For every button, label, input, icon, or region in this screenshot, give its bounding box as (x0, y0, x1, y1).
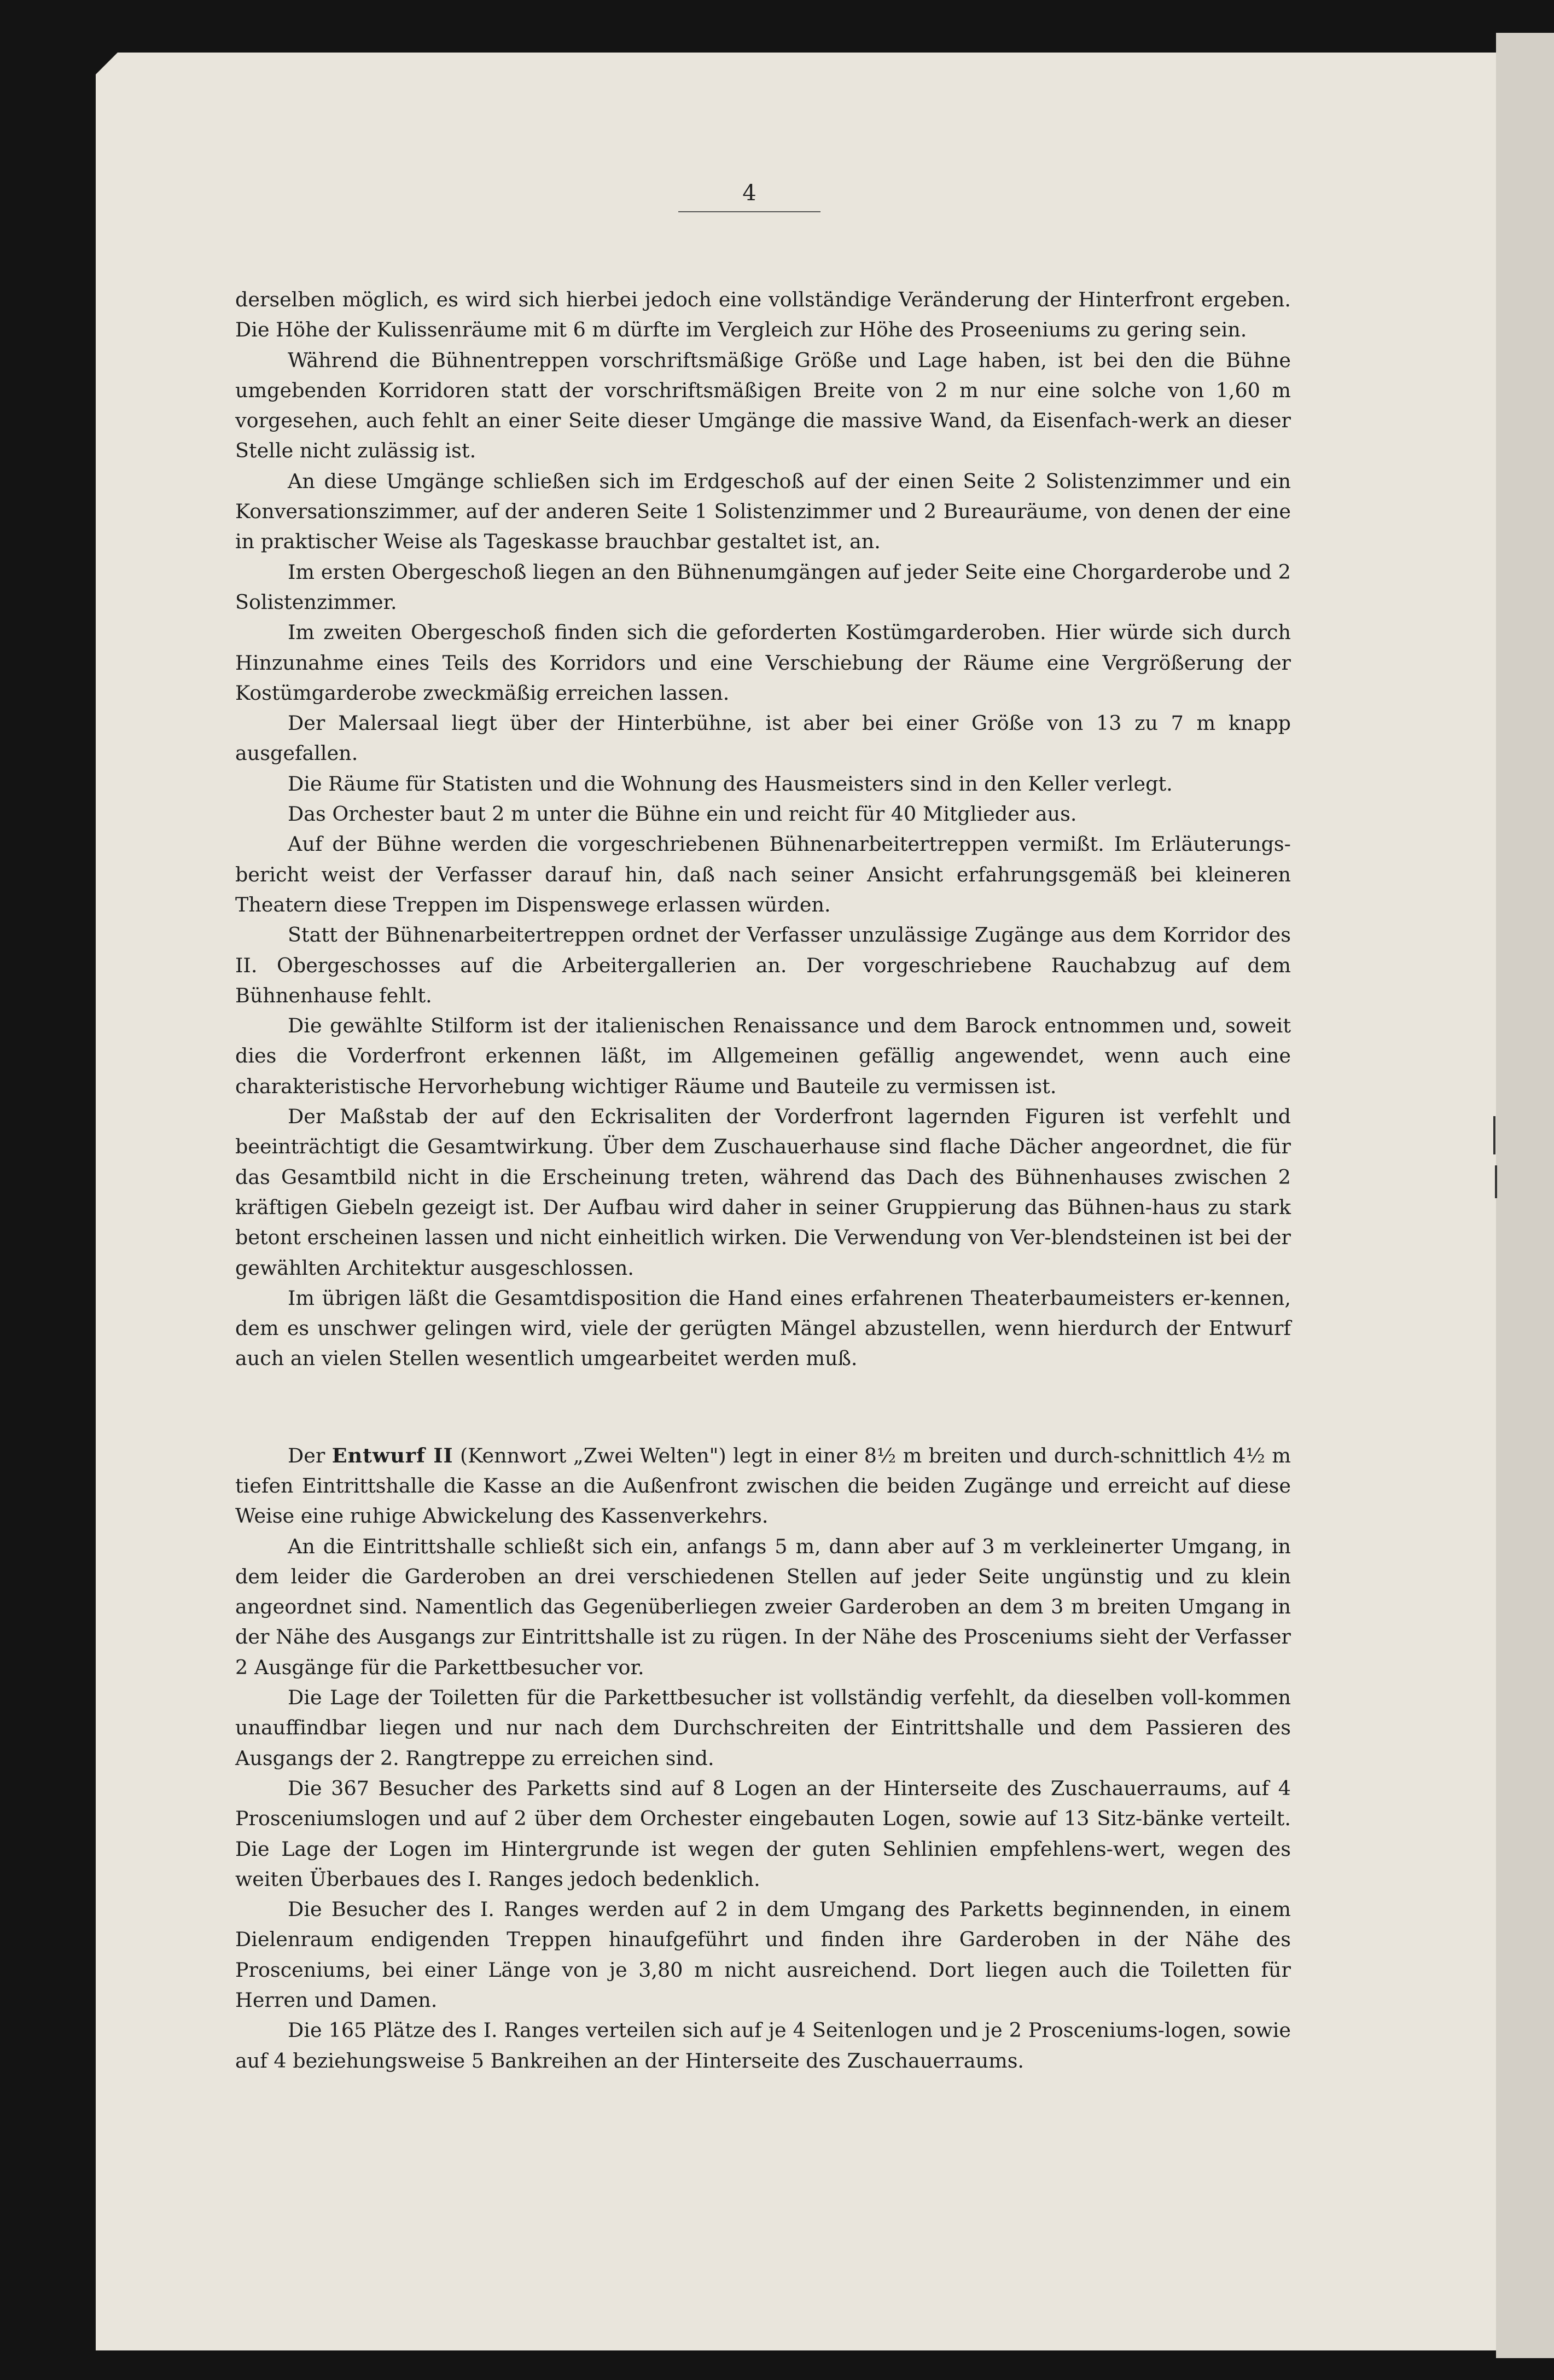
page-number: 4 (678, 181, 820, 212)
body-text (235, 285, 1291, 2076)
paragraph-11: Die gewählte Stilform ist der italienischen Renaissance und dem Barock entnommen und, soweit dies die Vorderfront erkennen läßt, im Allgemeinen gefällig angewendet, wenn auch eine charakteristische Hervorhebung wichtiger Räume und Bauteile zu vermissen ist. (235, 1014, 1291, 1098)
section-gap (235, 1374, 1291, 1441)
paragraph-4: Im ersten Obergeschoß liegen an den Bühnenumgängen auf jeder Seite eine Chorgarderobe und 2 Solistenzimmer. (235, 560, 1291, 614)
paragraph-2: Während die Bühnentreppen vorschriftsmäßige Größe und Lage haben, ist bei den die Bühne umgebenden Korridoren statt der vorschriftsmäßigen Breite von 2 m nur eine solche von 1,60 m vorgesehen, auch fehlt an einer Seite dieser Umgänge die massive Wand, da Eisenfach-werk an dieser Stelle nicht zulässig ist. (235, 348, 1291, 463)
paragraph-5: Im zweiten Obergeschoß finden sich die geforderten Kostümgarderoben. Hier würde sich durch Hinzunahme eines Teils des Korridors und eine Verschiebung der Räume eine Vergrößerung der Kostümgarderobe zweckmäßig erreichen lassen. (235, 620, 1291, 705)
paragraph-3: An diese Umgänge schließen sich im Erdgeschoß auf der einen Seite 2 Solistenzimmer und ein Konversationszimmer, auf der anderen Seite 1 Solistenzimmer und 2 Bureauräume, von denen der eine in praktischer Weise als Tageskasse brauchbar gestaltet ist, an. (235, 469, 1291, 554)
paragraph-9: Auf der Bühne werden die vorgeschriebenen Bühnenarbeitertreppen vermißt. Im Erläuterungs-bericht weist der Verfasser darauf hin, daß nach seiner Ansicht erfahrungsgemäß bei kleineren Theatern diese Treppen im Dispenswege erlassen würden. (235, 832, 1291, 916)
margin-mark (1493, 1116, 1495, 1154)
entwurf-text: (Kennwort „Zwei Welten") legt in einer 8½ m breiten und durch-schnittlich 4½ m tiefen Eintrittshalle die Kasse an die Außenfront zwischen die beiden Zugänge und erreicht auf diese Weise eine ruhige Abwickelung des Kassenverkehrs. (235, 1443, 1291, 1528)
paragraph-18: Die Besucher des I. Ranges werden auf 2 in dem Umgang des Parketts beginnenden, in einem Dielenraum endigenden Treppen hinaufgeführt und finden ihre Garderoben in der Nähe des Prosceniums, bei einer Länge von je 3,80 m nicht ausreichend. Dort liegen auch die Toiletten für Herren und Damen. (235, 1897, 1291, 2012)
paragraph-1: derselben möglich, es wird sich hierbei jedoch eine vollständige Veränderung der Hinterfront ergeben. Die Höhe der Kulissenräume mit 6 m dürfte im Vergleich zur Höhe des Proseeniums zu gering sein. (235, 288, 1291, 342)
paragraph-7: Die Räume für Statisten und die Wohnung des Hausmeisters sind in den Keller verlegt. (288, 771, 1173, 796)
entwurf-paragraph (235, 1441, 1291, 1531)
paragraph-10: Statt der Bühnenarbeitertreppen ordnet der Verfasser unzulässige Zugänge aus dem Korridor des II. Obergeschosses auf die Arbeitergallerien an. Der vorgeschriebene Rauchabzug auf dem Bühnenhause fehlt. (235, 923, 1291, 1007)
paragraph-16: Die Lage der Toiletten für die Parkettbesucher ist vollständig verfehlt, da dieselben voll-kommen unauffindbar liegen und nur nach dem Durchschreiten der Eintrittshalle und dem Passieren des Ausgangs der 2. Rangtreppe zu erreichen sind. (235, 1686, 1291, 1770)
paragraph-15: An die Eintrittshalle schließt sich ein, anfangs 5 m, dann aber auf 3 m verkleinerter Umgang, in dem leider die Garderoben an drei verschiedenen Stellen auf jeder Seite ungünstig und zu klein angeordnet sind. Namentlich das Gegenüberliegen zweier Garderoben an dem 3 m breiten Umgang in der Nähe des Ausgangs zur Eintrittshalle ist zu rügen. In der Nähe des Prosceniums sieht der Verfasser 2 Ausgänge für die Parkettbesucher vor. (235, 1534, 1291, 1679)
paragraph-17: Die 367 Besucher des Parketts sind auf 8 Logen an der Hinterseite des Zuschauerraums, auf 4 Prosceniumslogen und auf 2 über dem Orchester eingebauten Logen, sowie auf 13 Sitz-bänke verteilt. Die Lage der Logen im Hintergrunde ist wegen der guten Sehlinien empfehlens-wert, wegen des weiten Überbaues des I. Ranges jedoch bedenklich. (235, 1776, 1291, 1891)
paragraph-8: Das Orchester baut 2 m unter die Bühne ein und reicht für 40 Mitglieder aus. (288, 802, 1077, 826)
paragraph-19: Die 165 Plätze des I. Ranges verteilen sich auf je 4 Seitenlogen und je 2 Prosceniums-logen, sowie auf 4 beziehungsweise 5 Bankreihen an der Hinterseite des Zuschauerraums. (235, 2018, 1291, 2073)
entwurf-prefix: Der (288, 1443, 332, 1467)
adjacent-page-edge (1496, 33, 1554, 2358)
paragraph-13: Im übrigen läßt die Gesamtdisposition die Hand eines erfahrenen Theaterbaumeisters er-kennen, dem es unschwer gelingen wird, viele der gerügten Mängel abzustellen, wenn hierdurch der Entwurf auch an vielen Stellen wesentlich umgearbeitet werden muß. (235, 1286, 1291, 1371)
paragraph-6: Der Malersaal liegt über der Hinterbühne, ist aber bei einer Größe von 13 zu 7 m knapp ausgefallen. (235, 711, 1291, 765)
paragraph-12: Der Maßstab der auf den Eckrisaliten der Vorderfront lagernden Figuren ist verfehlt und beeinträchtigt die Gesamtwirkung. Über dem Zuschauerhause sind flache Dächer angeordnet, die für das Gesamtbild nicht in die Erscheinung treten, während das Dach des Bühnenhauses zwischen 2 kräftigen Giebeln gezeigt ist. Der Aufbau wird daher in seiner Gruppierung das Bühnen-haus zu stark betont erscheinen lassen und nicht einheitlich wirken. Die Verwendung von Ver-blendsteinen ist bei der gewählten Architektur ausgeschlossen. (235, 1105, 1291, 1280)
entwurf-heading: Entwurf II (331, 1443, 453, 1467)
margin-mark (1495, 1165, 1497, 1198)
